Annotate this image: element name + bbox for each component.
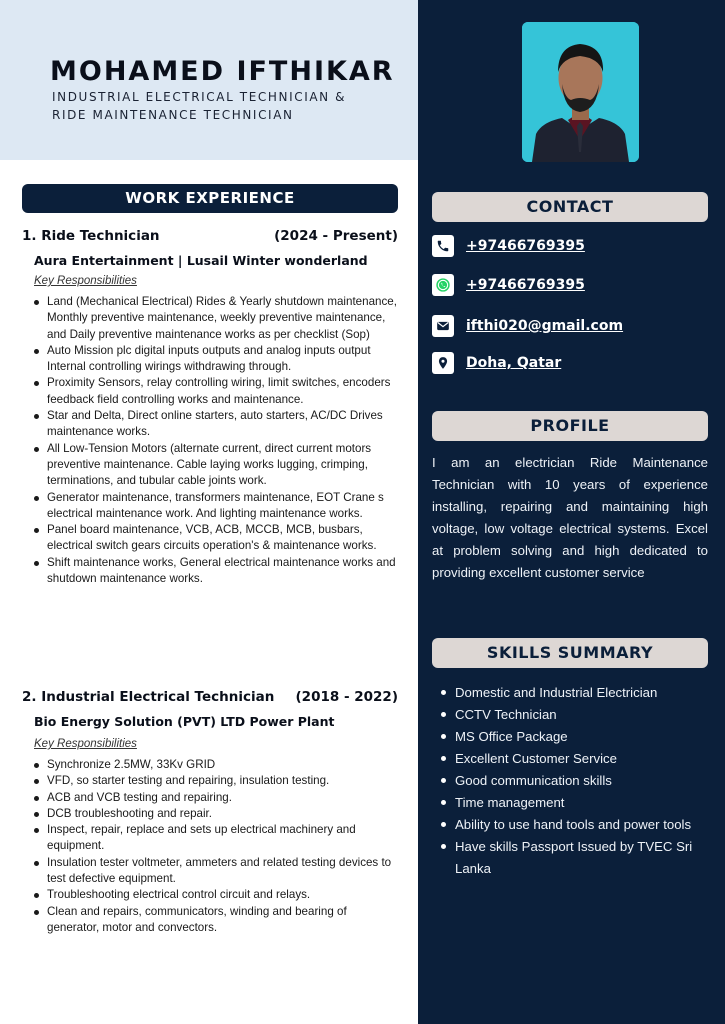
job-2-header: [22, 689, 398, 705]
email-link[interactable]: ifthi020@gmail.com: [466, 318, 624, 334]
whatsapp-link[interactable]: +97466769395: [466, 277, 585, 293]
profile-heading: PROFILE: [432, 411, 708, 441]
job-1-responsibilities-list: [30, 294, 398, 587]
location-pin-icon: [432, 352, 454, 374]
contact-heading: CONTACT: [432, 192, 708, 222]
list-item: Have skills Passport Issued by TVEC Sri Lanka: [438, 836, 710, 880]
job-title-line-2: RIDE MAINTENANCE TECHNICIAN: [52, 108, 294, 122]
list-item: Generator maintenance, transformers maintenance, EOT Crane s electrical maintenance work. And lighting maintenance works.: [30, 490, 398, 523]
list-item: Panel board maintenance, VCB, ACB, MCCB, MCB, busbars, electrical switch gears circuits operation's & maintenance works.: [30, 522, 398, 555]
person-portrait-icon: [522, 22, 639, 162]
list-item: Land (Mechanical Electrical) Rides & Yearly shutdown maintenance, Monthly preventive maintenance, weekly preventive maintenance, and Daily preventive maintenance works as per checklist (Sop): [30, 294, 398, 343]
list-item: Troubleshooting electrical control circuit and relays.: [30, 887, 398, 903]
profile-summary: I am an electrician Ride Maintenance Technician with 10 years of experience installing, repairing and maintaining high voltage, low voltage electrical systems. Excel at problem solving and high dedicated to providing excellent customer service: [432, 455, 708, 580]
job-1-key-responsibilities-label: Key Responsibilities: [34, 275, 137, 287]
job-2-title: 2. Industrial Electrical Technician: [22, 689, 275, 705]
skills-summary-heading: SKILLS SUMMARY: [432, 638, 708, 668]
list-item: MS Office Package: [438, 726, 710, 748]
work-experience-heading: WORK EXPERIENCE: [22, 184, 398, 213]
job-1-period: (2024 - Present): [274, 228, 398, 244]
list-item: ACB and VCB testing and repairing.: [30, 790, 398, 806]
list-item: Shift maintenance works, General electrical maintenance works and shutdown maintenance works.: [30, 555, 398, 588]
list-item: Ability to use hand tools and power tools: [438, 814, 710, 836]
phone-icon: [432, 235, 454, 257]
location-link[interactable]: Doha, Qatar: [466, 355, 562, 371]
list-item: VFD, so starter testing and repairing, insulation testing.: [30, 773, 398, 789]
skills-list: [438, 682, 710, 880]
list-item: Good communication skills: [438, 770, 710, 792]
candidate-name: MOHAMED IFTHIKAR: [50, 56, 395, 87]
list-item: Proximity Sensors, relay controlling wiring, limit switches, encoders feedback field controlling works and maintenance.: [30, 375, 398, 408]
phone-link[interactable]: +97466769395: [466, 238, 585, 254]
profile-photo: [522, 22, 639, 162]
right-column: [418, 0, 725, 1024]
job-2-period: (2018 - 2022): [295, 689, 398, 705]
job-1-header: [22, 228, 398, 244]
contact-phone-row: [432, 235, 585, 257]
list-item: Inspect, repair, replace and sets up electrical machinery and equipment.: [30, 822, 398, 855]
job-title-line-1: INDUSTRIAL ELECTRICAL TECHNICIAN &: [52, 90, 347, 104]
list-item: Excellent Customer Service: [438, 748, 710, 770]
job-2-key-responsibilities-label: Key Responsibilities: [34, 738, 137, 750]
job-2-responsibilities-list: [30, 757, 398, 936]
list-item: All Low-Tension Motors (alternate current, direct current motors preventive maintenance. Cable laying works lugging, crimping, terminations, and tubular cable joints work.: [30, 441, 398, 490]
list-item: DCB troubleshooting and repair.: [30, 806, 398, 822]
list-item: Auto Mission plc digital inputs outputs and analog inputs output Internal controlling wirings withdrawing through.: [30, 343, 398, 376]
list-item: Insulation tester voltmeter, ammeters and related testing devices to test defective equipment.: [30, 855, 398, 888]
contact-email-row: [432, 315, 623, 337]
list-item: CCTV Technician: [438, 704, 710, 726]
list-item: Domestic and Industrial Electrician: [438, 682, 710, 704]
email-icon: [432, 315, 454, 337]
job-1-title: 1. Ride Technician: [22, 228, 160, 244]
list-item: Time management: [438, 792, 710, 814]
header-band: [0, 0, 418, 160]
whatsapp-icon: [432, 274, 454, 296]
list-item: Synchronize 2.5MW, 33Kv GRID: [30, 757, 398, 773]
list-item: Star and Delta, Direct online starters, auto starters, AC/DC Drives maintenance works.: [30, 408, 398, 441]
job-1-company: Aura Entertainment | Lusail Winter wonderland: [34, 253, 368, 268]
job-2-company: Bio Energy Solution (PVT) LTD Power Plant: [34, 714, 335, 729]
list-item: Clean and repairs, communicators, winding and bearing of generator, motor and convectors.: [30, 904, 398, 937]
contact-location-row: [432, 352, 561, 374]
contact-whatsapp-row: [432, 274, 585, 296]
